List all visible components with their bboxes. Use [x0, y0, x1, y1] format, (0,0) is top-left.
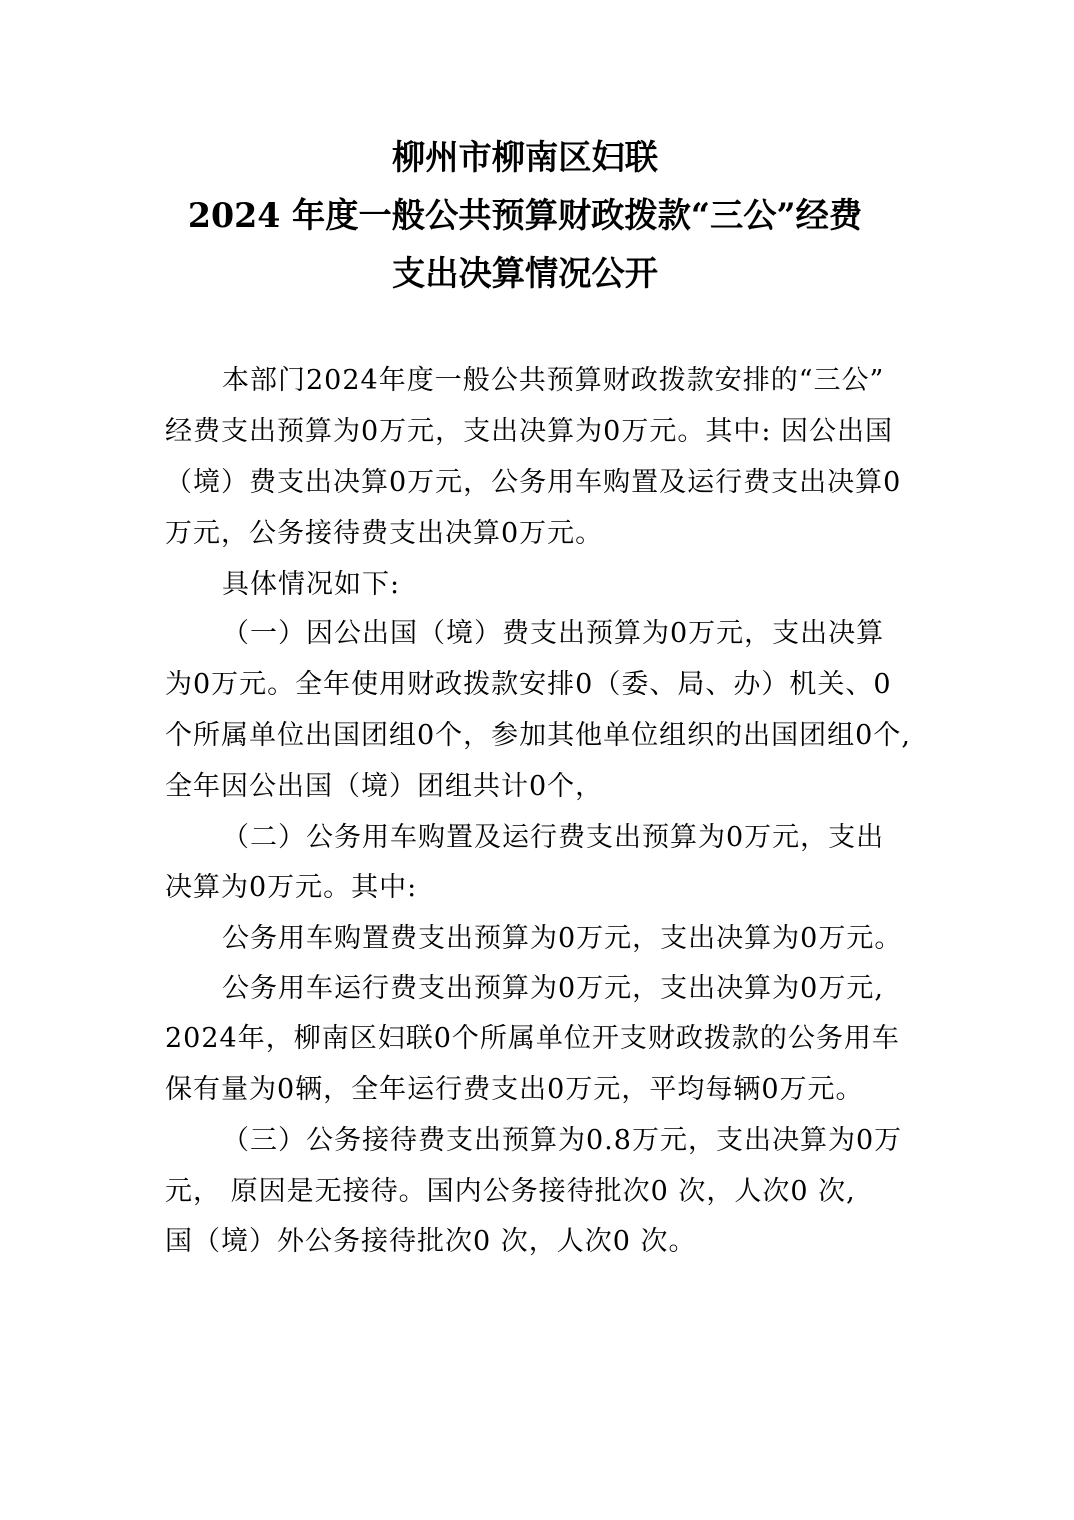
- body-text-line: 保有量为0辆，全年运行费支出0万元，平均每辆0万元。: [165, 1074, 864, 1105]
- document-title-line-3: 支出决算情况公开: [392, 254, 658, 294]
- body-text-line: 为0万元。全年使用财政拨款安排0（委、局、办）机关、0: [165, 669, 892, 700]
- body-text-line: 全年因公出国（境）团组共计0个，: [165, 771, 604, 802]
- document-title-line-2: 2024 年度一般公共预算财政拨款“三公”经费: [187, 196, 863, 236]
- body-text-line: （二）公务用车购置及运行费支出预算为0万元，支出: [222, 822, 885, 853]
- body-text-line: 国（境）外公务接待批次0 次，人次0 次。: [165, 1226, 697, 1257]
- body-text-line: 元， 原因是无接待。国内公务接待批次0 次，人次0 次,: [165, 1176, 856, 1207]
- body-text-line: 2024年，柳南区妇联0个所属单位开支财政拨款的公务用车: [165, 1023, 900, 1054]
- body-text-line: （一）因公出国（境）费支出预算为0万元，支出决算: [222, 618, 885, 649]
- body-text-line: 决算为0万元。其中:: [165, 872, 418, 903]
- body-text-line: 具体情况如下:: [222, 569, 401, 600]
- body-text-line: （境）费支出决算0万元，公务用车购置及运行费支出决算0: [165, 467, 902, 498]
- body-text-line: 经费支出预算为0万元，支出决算为0万元。其中: 因公出国: [165, 416, 894, 447]
- body-text-line: 公务用车运行费支出预算为0万元，支出决算为0万元,: [222, 973, 884, 1004]
- document-title-line-1: 柳州市柳南区妇联: [392, 138, 658, 178]
- body-text-line: （三）公务接待费支出预算为0.8万元，支出决算为0万: [222, 1125, 903, 1156]
- body-text-line: 个所属单位出国团组0个，参加其他单位组织的出国团组0个,: [165, 720, 911, 751]
- body-text-line: 本部门2024年度一般公共预算财政拨款安排的“三公”: [222, 365, 885, 396]
- body-text-line: 万元，公务接待费支出决算0万元。: [165, 518, 604, 549]
- body-text-line: 公务用车购置费支出预算为0万元，支出决算为0万元。: [222, 923, 903, 954]
